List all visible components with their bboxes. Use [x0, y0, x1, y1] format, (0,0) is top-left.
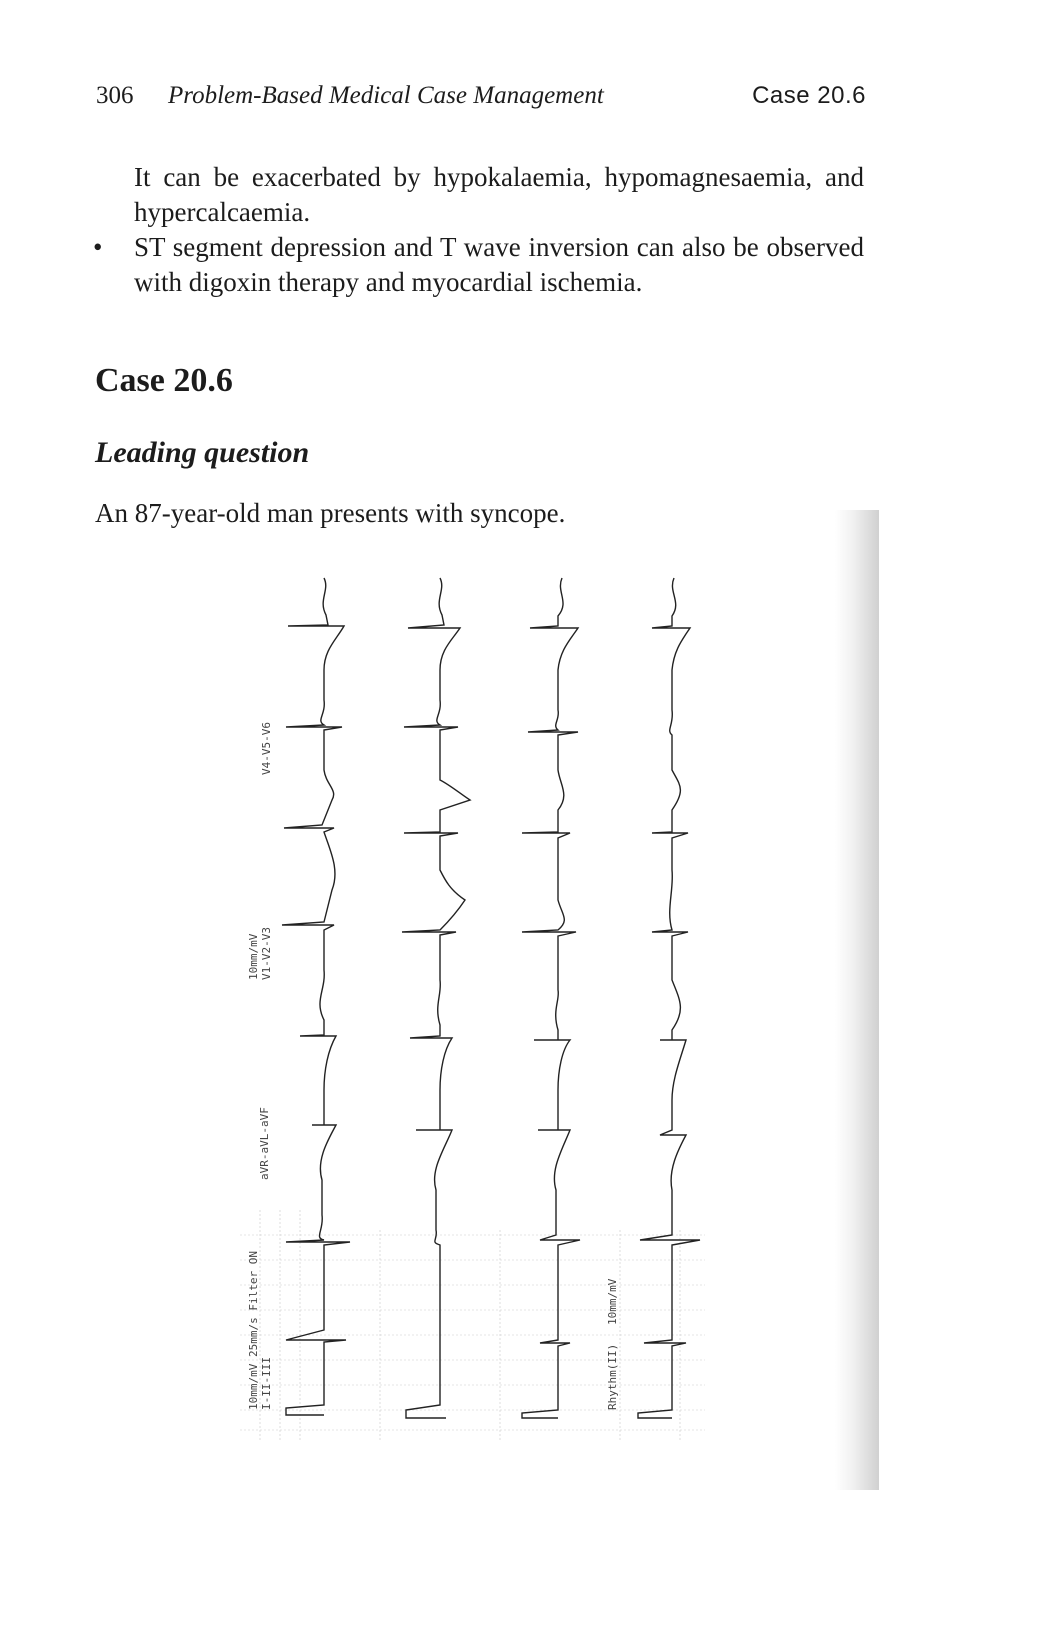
- label-v1-v3: V1-V2-V3: [260, 927, 273, 980]
- page-number: 306: [96, 82, 134, 109]
- bullet-item: ST segment depression and T wave inversion can also be observed with digoxin therapy and myocardial ischemia.: [134, 232, 864, 297]
- ecg-trace-2: [402, 578, 470, 1418]
- running-case-reference: Case 20.6: [752, 82, 866, 109]
- label-i-iii: I-II-III: [260, 1357, 273, 1410]
- continued-paragraph: It can be exacerbated by hypokalaemia, hypomagnesaemia, and hypercalcaemia.: [134, 162, 864, 227]
- leading-question-text: An 87-year-old man presents with syncope.: [95, 498, 566, 528]
- ecg-figure: [240, 570, 710, 1450]
- case-title: Case 20.6: [95, 362, 233, 399]
- label-avr-avf: aVR-aVL-aVF: [258, 1107, 271, 1180]
- page-edge-shadow: [835, 510, 879, 1490]
- label-rhythm: Rhythm(II): [606, 1343, 619, 1410]
- label-rhythm-gain: 10mm/mV: [606, 1278, 619, 1325]
- ecg-trace-4: [638, 578, 700, 1418]
- running-header: [96, 82, 866, 116]
- ecg-strip: [240, 570, 710, 1450]
- bullet-marker: •: [93, 232, 103, 262]
- label-settings: 10mm/mV 25mm/s Filter ON: [247, 1251, 260, 1410]
- book-title: Problem-Based Medical Case Management: [168, 82, 604, 109]
- label-gain-v1-v3: 10mm/mV: [247, 933, 260, 980]
- label-v4-v6: V4-V5-V6: [260, 722, 273, 775]
- ecg-trace-3: [522, 578, 580, 1418]
- section-title: Leading question: [95, 436, 310, 469]
- ecg-trace-1: [282, 578, 350, 1415]
